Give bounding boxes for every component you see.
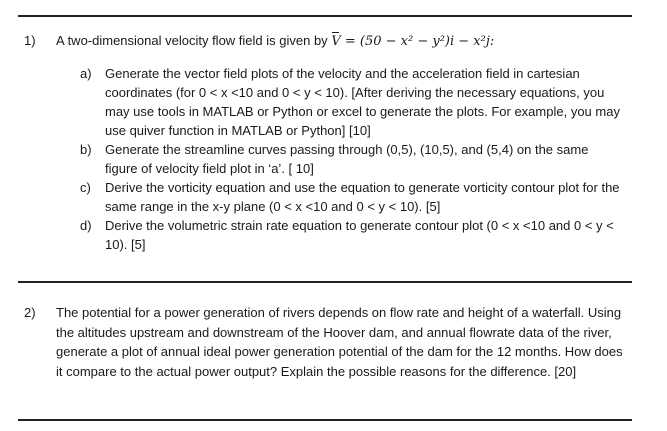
part-d-label: d) <box>80 218 92 233</box>
question-1 <box>24 32 624 254</box>
question-1-stem-line <box>56 32 494 51</box>
equation-equals: = <box>344 34 356 49</box>
question-1-stem-text: A two-dimensional velocity flow field is given by <box>56 33 328 48</box>
middle-divider <box>18 281 632 283</box>
part-b-label: b) <box>80 142 92 157</box>
question-2 <box>24 303 634 381</box>
velocity-equation <box>331 34 494 49</box>
part-d-text: Derive the volumetric strain rate equation to generate contour plot (0 < x <10 and 0 < y < 10). [5] <box>105 218 614 252</box>
part-a-label: a) <box>80 66 92 81</box>
part-c-label: c) <box>80 180 91 195</box>
equation-rhs: (50 − x² − y²)i − x²j: <box>359 34 495 49</box>
question-1-parts <box>80 64 624 254</box>
question-1-stem <box>24 32 624 51</box>
part-a-text: Generate the vector field plots of the velocity and the acceleration field in cartesian coordinates (for 0 < x <10 and 0 < y < 10). [After deriving the necessary equations, you may use tools in MATLAB or Python or excel to generate the plots. For example, you may use quiver function in MATLAB or Python] [10] <box>105 66 620 138</box>
velocity-vector-symbol: V <box>331 34 341 49</box>
part-b <box>80 140 624 178</box>
bottom-divider <box>18 419 632 421</box>
question-1-number: 1) <box>24 33 36 48</box>
question-2-text: The potential for a power generation of rivers depends on flow rate and height of a waterfall. Using the altitudes upstream and downstream of the Hoover dam, and annual flowrate data of the river, generate a plot of annual ideal power generation potential of the dam for the 12 months. How does it compare to the actual power output? Explain the possible reasons for the difference. [20] <box>56 305 623 379</box>
part-b-text: Generate the streamline curves passing through (0,5), (10,5), and (5,4) on the same figure of velocity field plot in ‘a’. [ 10] <box>105 142 589 176</box>
part-a <box>80 64 624 140</box>
question-2-number: 2) <box>24 305 36 320</box>
part-c <box>80 178 624 216</box>
top-divider <box>18 15 632 17</box>
part-c-text: Derive the vorticity equation and use the equation to generate vorticity contour plot for the same range in the x-y plane (0 < x <10 and 0 < y < 10). [5] <box>105 180 620 214</box>
part-d <box>80 216 624 254</box>
